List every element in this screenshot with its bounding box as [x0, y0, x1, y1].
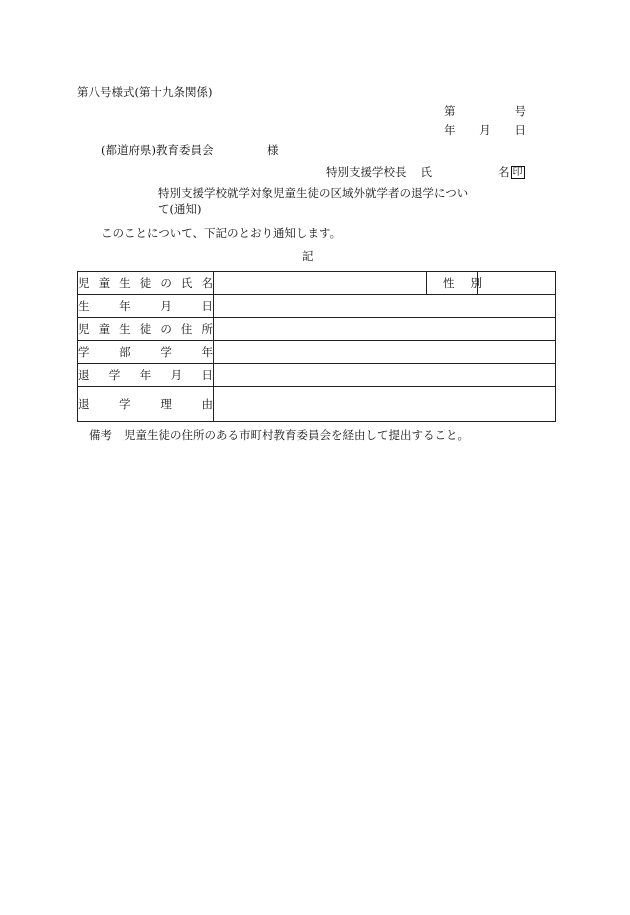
label-char: 徒	[139, 322, 152, 336]
form-title: 第八号様式(第十九条関係)	[77, 85, 213, 99]
honorific: 様	[267, 143, 279, 157]
label-char: 日	[201, 368, 213, 382]
department-label	[78, 341, 214, 364]
document-number	[444, 104, 526, 118]
label-char: 退	[78, 368, 90, 382]
label-char: 月	[170, 368, 183, 382]
date-year: 年	[444, 123, 456, 137]
label-char: の	[160, 276, 172, 290]
withdraw-reason-value[interactable]	[214, 387, 556, 422]
label-char: 年	[139, 368, 152, 382]
body-text: このことについて、下記のとおり通知します。	[101, 226, 342, 240]
date-month: 月	[479, 123, 491, 137]
table-row	[78, 295, 556, 318]
label-char: 生	[119, 322, 131, 336]
label-char: 学	[160, 345, 172, 359]
note-text: 児童生徒の住所のある市町村教育委員会を経由して提出すること。	[124, 428, 469, 442]
ki-heading: 記	[302, 249, 314, 263]
number-prefix: 第	[444, 104, 456, 118]
label-char: 学	[108, 368, 121, 382]
seal-mark: 印	[512, 166, 523, 178]
label-char: 児	[78, 276, 90, 290]
birth-value[interactable]	[214, 295, 556, 318]
label-char: 部	[119, 345, 131, 359]
label-char: 年	[201, 345, 213, 359]
table-row	[78, 318, 556, 341]
label-char: 性	[443, 276, 455, 290]
sender-title: 特別支援学校長	[326, 165, 407, 179]
label-char: 氏	[180, 276, 193, 290]
table-row	[78, 364, 556, 387]
address-value[interactable]	[214, 318, 556, 341]
document-date	[444, 123, 526, 137]
name-label	[78, 272, 214, 295]
withdraw-reason-label	[78, 387, 214, 422]
label-char: 童	[98, 322, 111, 336]
label-char: 年	[119, 299, 131, 313]
label-char: 生	[119, 276, 131, 290]
label-char: 日	[201, 299, 213, 313]
label-char: の	[160, 322, 172, 336]
table-row	[78, 272, 556, 295]
label-char: 徒	[139, 276, 152, 290]
birth-label	[78, 295, 214, 318]
subject: 特別支援学校就学対象児童生徒の区域外就学者の退学について(通知)	[158, 186, 469, 216]
withdraw-date-value[interactable]	[214, 364, 556, 387]
label-char: 退	[78, 397, 90, 411]
label-char: 童	[98, 276, 111, 290]
table-row	[78, 387, 556, 422]
sender-shi: 氏	[420, 165, 432, 179]
label-char: 所	[201, 322, 213, 336]
sender-mei: 名	[498, 165, 510, 179]
label-char: 学	[119, 397, 131, 411]
addressee: (都道府県)教育委員会	[101, 143, 214, 157]
label-char: 月	[160, 299, 172, 313]
label-char: 児	[78, 322, 90, 336]
sex-label	[427, 272, 482, 295]
label-char: 由	[201, 397, 213, 411]
note	[89, 428, 469, 442]
withdraw-date-label	[78, 364, 214, 387]
label-char: 生	[78, 299, 90, 313]
name-value[interactable]	[214, 272, 427, 295]
label-char: 別	[470, 276, 482, 290]
label-char: 理	[160, 397, 172, 411]
table-row	[78, 341, 556, 364]
label-char: 学	[78, 345, 90, 359]
address-label	[78, 318, 214, 341]
record-table	[77, 271, 556, 422]
note-label: 備考	[89, 428, 112, 442]
number-suffix: 号	[514, 104, 526, 118]
department-value[interactable]	[214, 341, 556, 364]
label-char: 名	[201, 276, 213, 290]
date-day: 日	[514, 123, 526, 137]
sender	[326, 165, 525, 179]
label-char: 住	[180, 322, 193, 336]
